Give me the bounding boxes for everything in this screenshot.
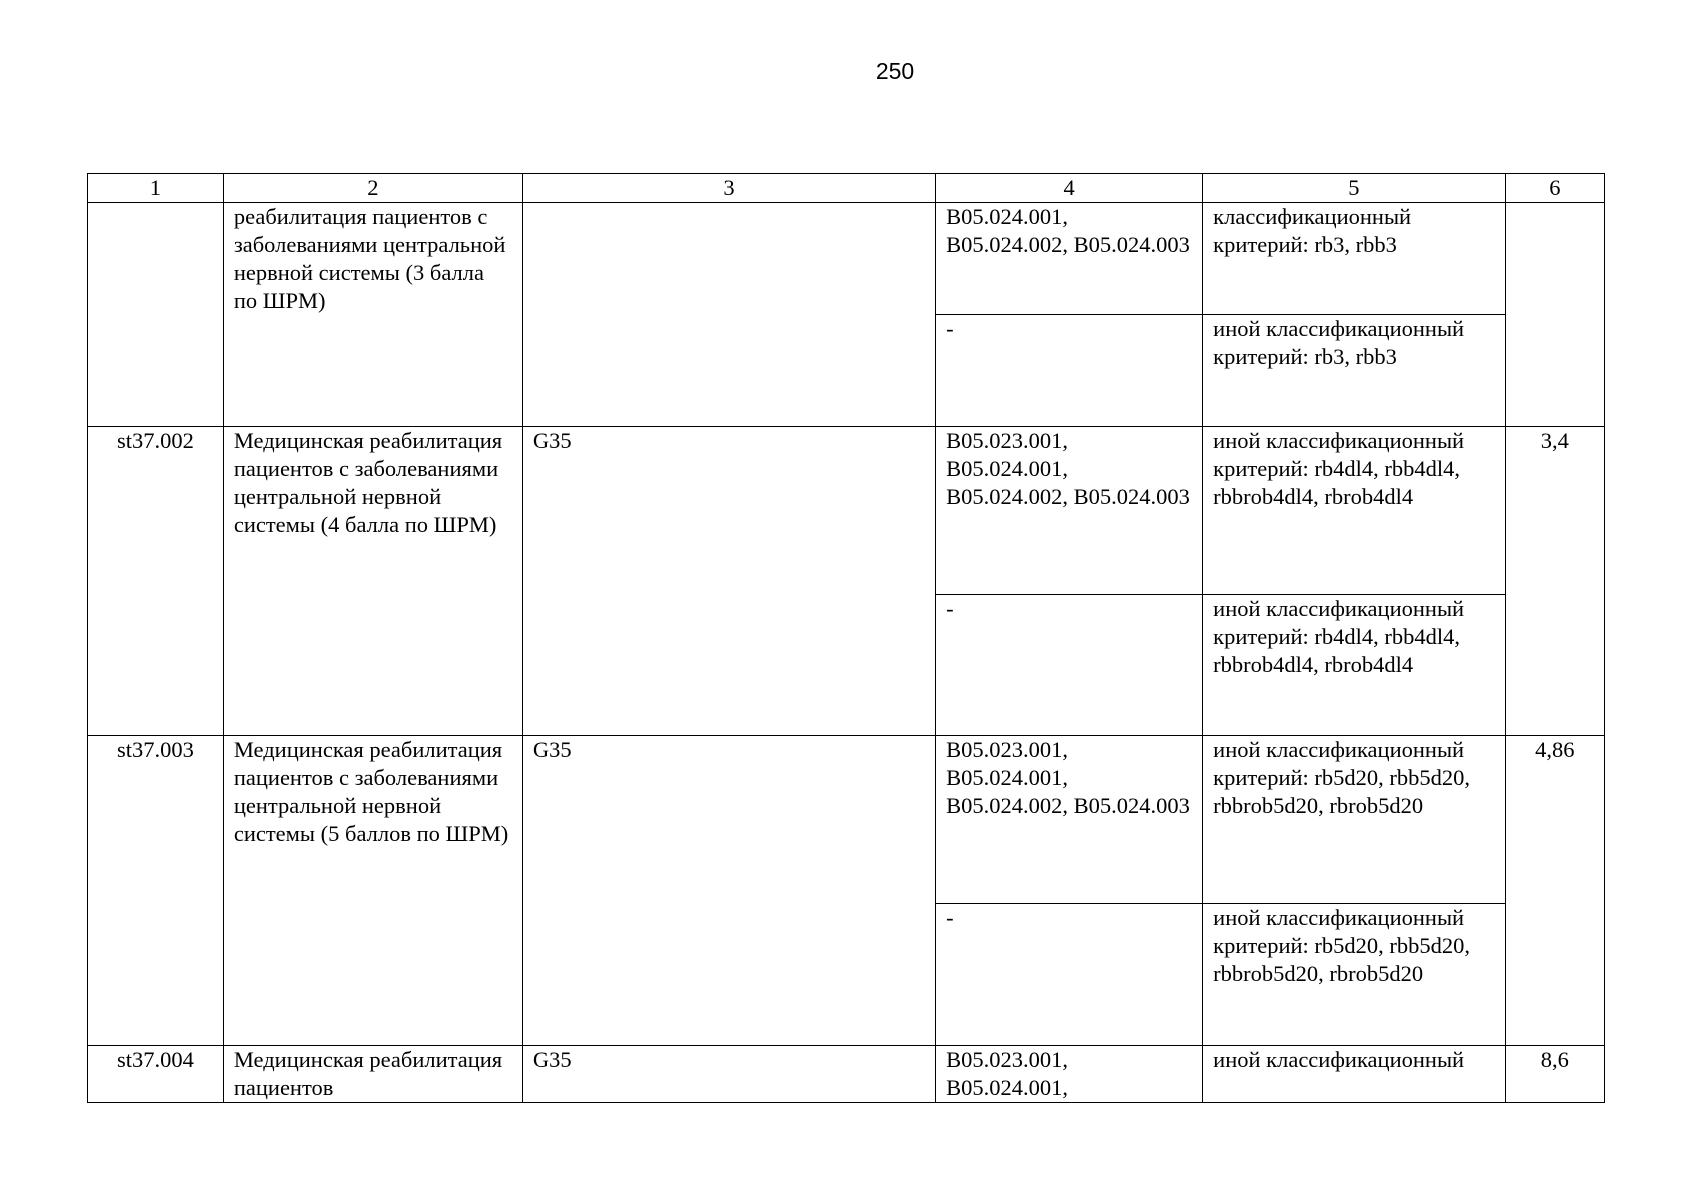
service-codes: -: [936, 595, 1203, 736]
coefficient: 3,4: [1505, 427, 1604, 736]
service-codes: -: [936, 904, 1203, 1046]
page-number: 250: [875, 58, 915, 84]
coefficient: 4,86: [1505, 736, 1604, 1046]
diagnosis-code: [522, 203, 935, 427]
diagnosis-code: G35: [522, 736, 935, 1046]
group-name: Медицинская реабилитация пациентов с заболеваниями центральной нервной системы (5 баллов по ШРМ): [223, 736, 522, 1046]
classification-criterion: иной классификационный критерий: rb4dl4, rbb4dl4, rbbrob4dl4, rbrob4dl4: [1203, 427, 1505, 595]
service-codes: -: [936, 315, 1203, 427]
column-header: 5: [1203, 174, 1505, 203]
classification-criterion: иной классификационный критерий: rb3, rbb3: [1203, 315, 1505, 427]
diagnosis-code: G35: [522, 427, 935, 736]
service-codes: B05.023.001, B05.024.001,: [936, 1046, 1203, 1103]
group-code: st37.002: [88, 427, 224, 736]
column-number-row: [88, 174, 1605, 203]
group-name: Медицинская реабилитация пациентов: [223, 1046, 522, 1103]
group-code: st37.004: [88, 1046, 224, 1103]
coefficient: [1505, 203, 1604, 427]
classification-criterion: иной классификационный критерий: rb5d20, rbb5d20, rbbrob5d20, rbrob5d20: [1203, 736, 1505, 904]
service-codes: B05.023.001, B05.024.001, B05.024.002, B05.024.003: [936, 427, 1203, 595]
group-name: Медицинская реабилитация пациентов с заболеваниями центральной нервной системы (4 балла по ШРМ): [223, 427, 522, 736]
service-codes: B05.023.001, B05.024.001, B05.024.002, B05.024.003: [936, 736, 1203, 904]
service-codes: B05.024.001, B05.024.002, B05.024.003: [936, 203, 1203, 315]
classification-criterion: иной классификационный критерий: rb4dl4, rbb4dl4, rbbrob4dl4, rbrob4dl4: [1203, 595, 1505, 736]
column-header: 4: [936, 174, 1203, 203]
table-row: [88, 203, 1605, 315]
classification-criterion: классификационный критерий: rb3, rbb3: [1203, 203, 1505, 315]
group-code: st37.003: [88, 736, 224, 1046]
column-header: 3: [522, 174, 935, 203]
group-name: реабилитация пациентов с заболеваниями центральной нервной системы (3 балла по ШРМ): [223, 203, 522, 427]
classification-criterion: иной классификационный критерий: rb5d20, rbb5d20, rbbrob5d20, rbrob5d20: [1203, 904, 1505, 1046]
table-row: [88, 736, 1605, 904]
tariff-table: [87, 173, 1605, 1103]
column-header: 2: [223, 174, 522, 203]
diagnosis-code: G35: [522, 1046, 935, 1103]
classification-criterion: иной классификационный: [1203, 1046, 1505, 1103]
group-code: [88, 203, 224, 427]
table-row: [88, 427, 1605, 595]
table-row: [88, 1046, 1605, 1103]
column-header: 1: [88, 174, 224, 203]
coefficient: 8,6: [1505, 1046, 1604, 1103]
column-header: 6: [1505, 174, 1604, 203]
